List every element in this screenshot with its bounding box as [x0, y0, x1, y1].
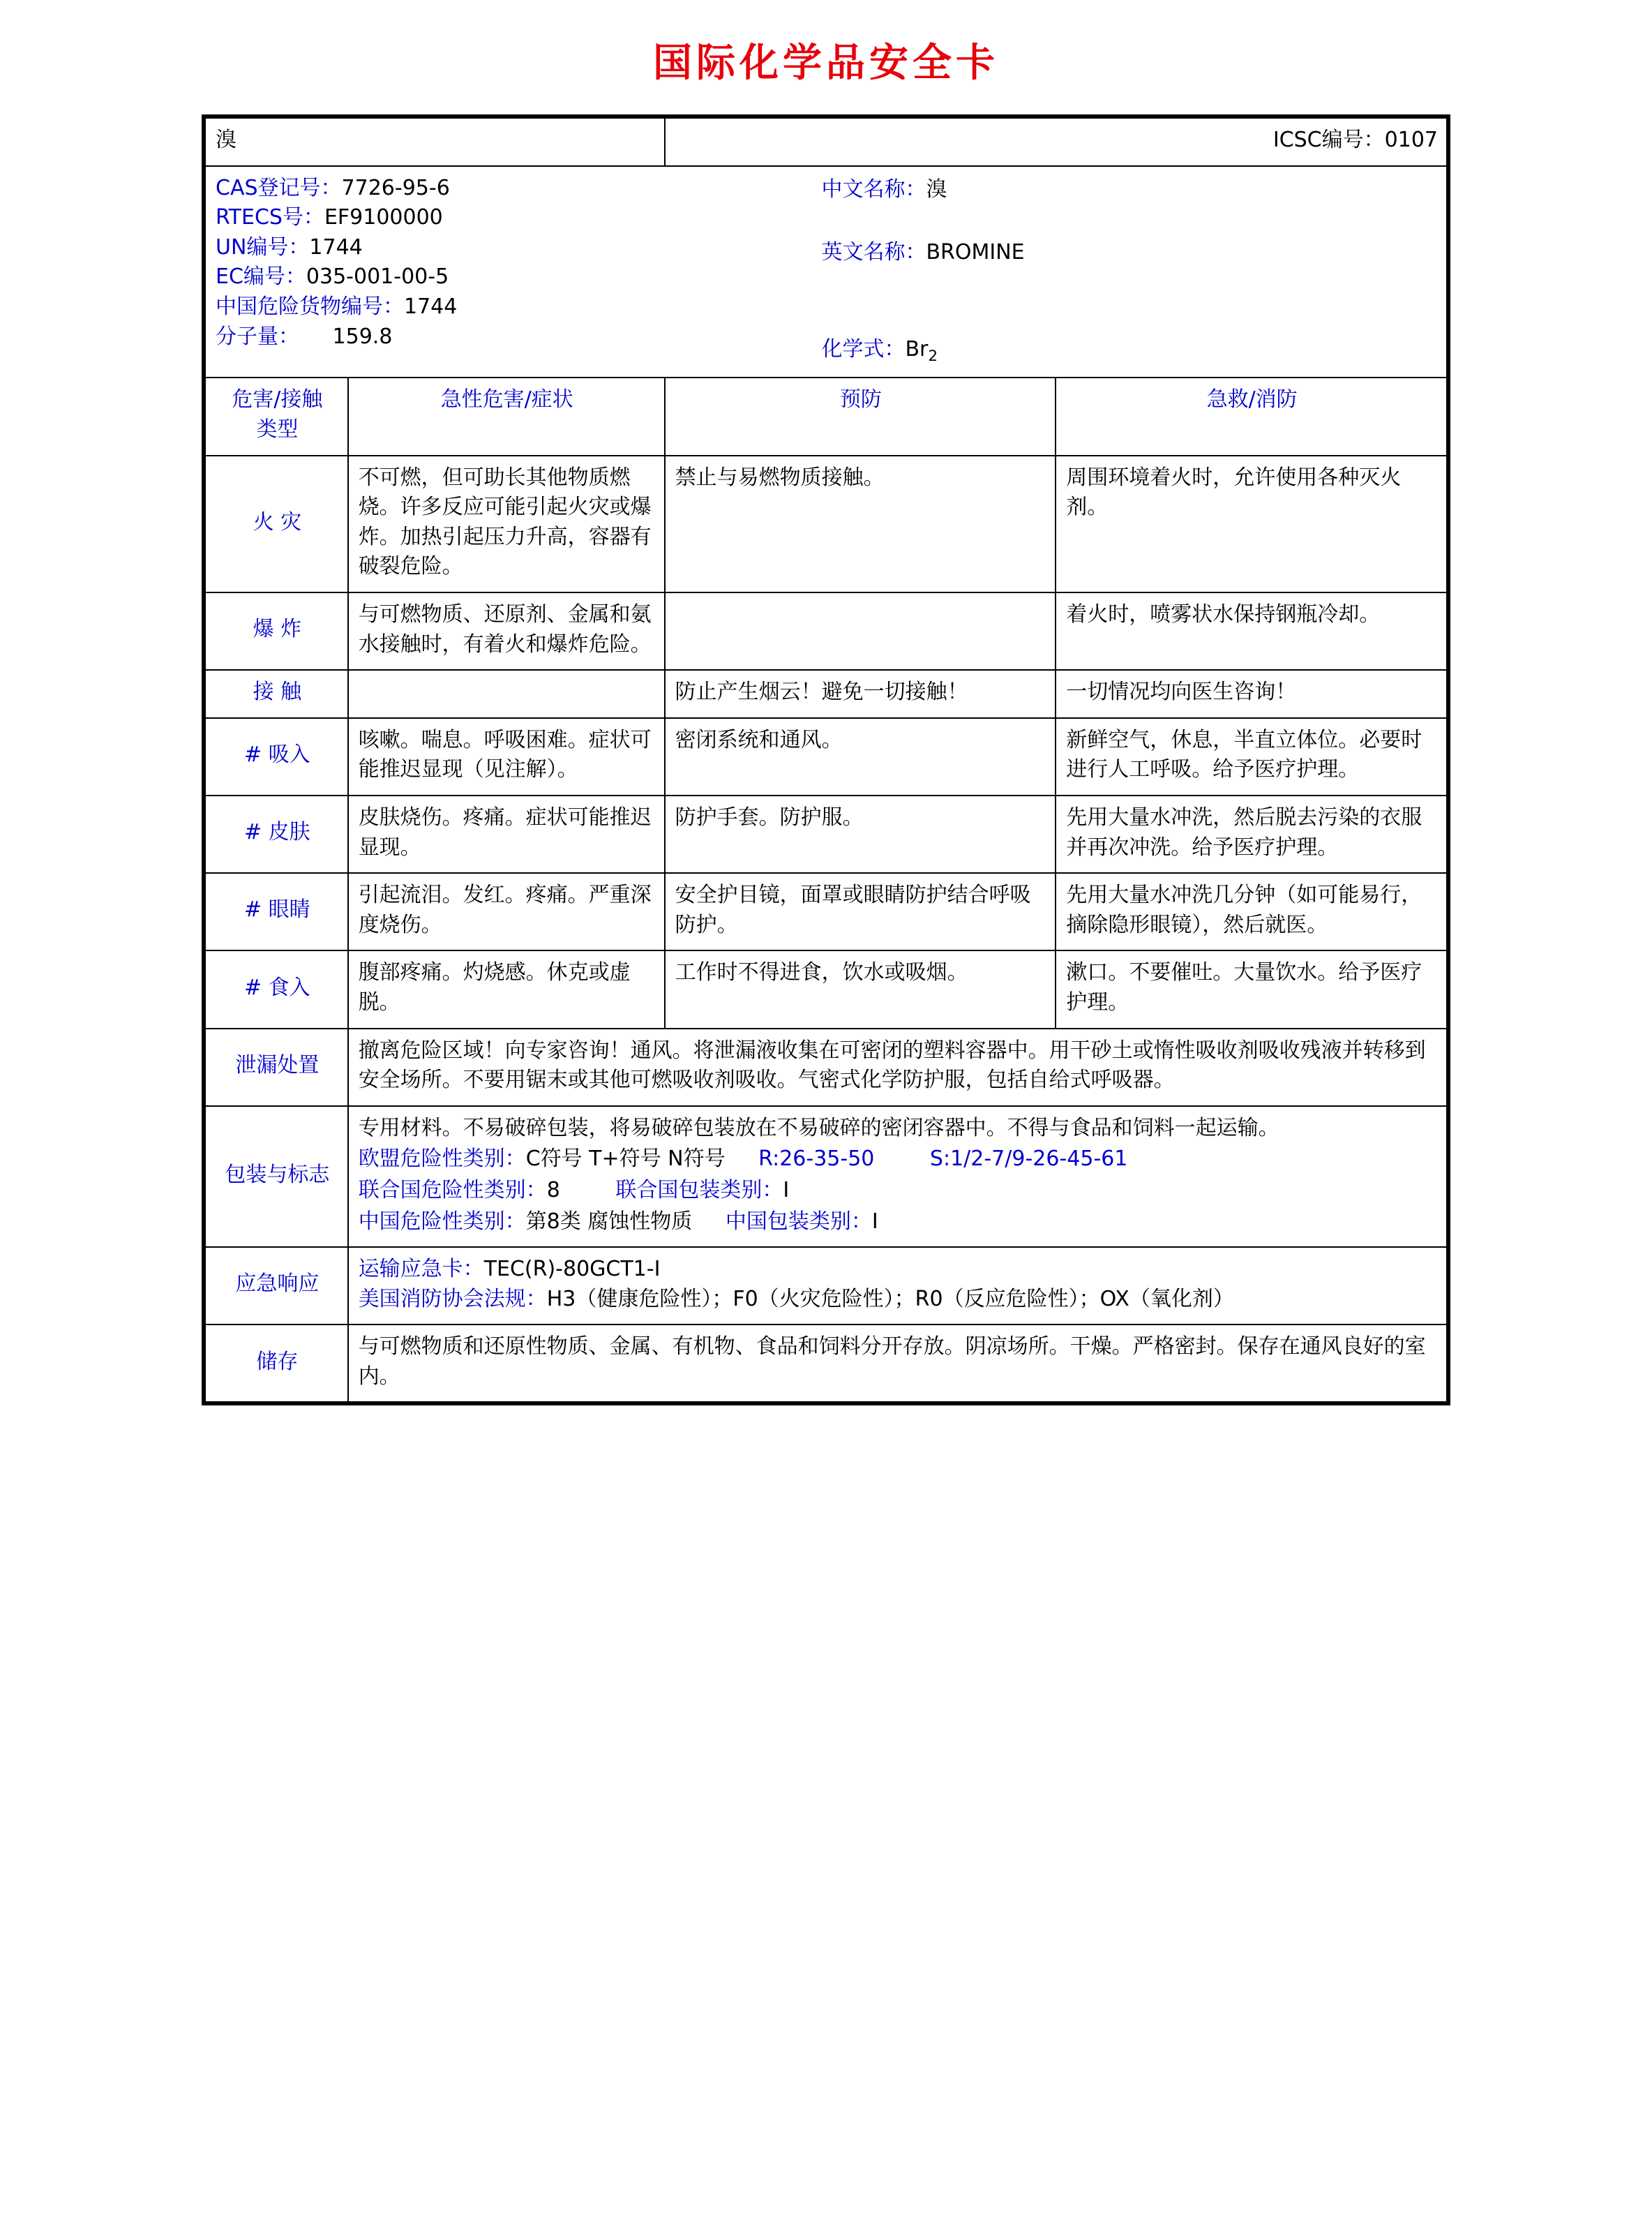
row-label-eyes: # 眼睛: [205, 873, 348, 950]
inhalation-acute: 咳嗽。喘息。呼吸困难。症状可能推迟显现（见注解）。: [348, 718, 665, 796]
page-title: 国际化学品安全卡: [653, 40, 999, 86]
packaging-cell: [348, 1106, 1447, 1247]
packaging-un-pack-value: I: [783, 1177, 790, 1202]
row-label-ingestion: # 食入: [205, 950, 348, 1028]
chinese-name-line: [821, 174, 1438, 205]
table-row-fire: [205, 456, 1447, 592]
packaging-cn-hazard-value: 第8类 腐蚀性物质: [525, 1209, 693, 1234]
fire-acute: 不可燃，但可助长其他物质燃烧。许多反应可能引起火灾或爆炸。加热引起压力升高，容器有破裂危险。: [348, 456, 665, 592]
card-header-row: [205, 118, 1447, 166]
fire-firstaid: 周围环境着火时，允许使用各种灭火剂。: [1056, 456, 1447, 592]
ingestion-prevention: 工作时不得进食，饮水或吸烟。: [665, 950, 1056, 1028]
skin-acute: 皮肤烧伤。疼痛。症状可能推迟显现。: [348, 796, 665, 873]
un-value: 1744: [309, 234, 363, 260]
ec-line: [216, 262, 814, 292]
un-line: [216, 233, 814, 263]
molecular-weight-value: 159.8: [332, 324, 393, 349]
row-label-explosion: 爆 炸: [205, 592, 348, 670]
icsc-number-label: ICSC编号：: [1272, 128, 1385, 152]
packaging-eu-value: C符号 T+符号 N符号: [525, 1147, 726, 1172]
ingestion-acute: 腹部疼痛。灼烧感。休克或虚脱。: [348, 950, 665, 1028]
cas-label: CAS登记号：: [216, 175, 342, 200]
table-row-explosion: [205, 592, 1447, 670]
china-dg-line: [216, 292, 814, 322]
icsc-card: [202, 114, 1450, 1405]
substance-name: 溴: [205, 118, 665, 166]
col-acute-hazards: 急性危害/症状: [348, 378, 665, 455]
row-label-packaging: 包装与标志: [205, 1106, 348, 1247]
icsc-number-value: 0107: [1384, 128, 1438, 152]
emergency-nfpa-label: 美国消防协会法规：: [358, 1286, 547, 1311]
table-row-ingestion: [205, 950, 1447, 1028]
packaging-un-line: [359, 1176, 1438, 1206]
emergency-nfpa-value: H3（健康危险性）；F0（火灾危险性）；R0（反应危险性）；OX（氧化剂）: [546, 1286, 1234, 1311]
molecular-weight-line: [216, 322, 814, 352]
un-label: UN编号：: [216, 234, 310, 260]
molecular-weight-label: 分子量：: [216, 324, 299, 349]
cas-value: 7726-95-6: [341, 175, 450, 200]
packaging-un-hazard-label: 联合国危险性类别：: [358, 1177, 547, 1202]
formula-subscript: 2: [928, 347, 938, 365]
fire-prevention: 禁止与易燃物质接触。: [665, 456, 1056, 592]
table-row-eyes: [205, 873, 1447, 950]
packaging-cn-pack-label: 中国包装类别：: [725, 1209, 872, 1234]
spill-text: 撤离危险区域！向专家咨询！通风。将泄漏液收集在可密闭的塑料容器中。用干砂土或惰性吸收剂吸收残液并转移到安全场所。不要用锯末或其他可燃吸收剂吸收。气密式化学防护服，包括自给式呼吸器。: [348, 1029, 1447, 1106]
identification-row: [205, 166, 1447, 378]
packaging-cn-hazard-label: 中国危险性类别：: [358, 1209, 526, 1234]
explosion-acute: 与可燃物质、还原剂、金属和氨水接触时，有着火和爆炸危险。: [348, 592, 665, 670]
packaging-eu-r: R:26-35-50: [758, 1147, 875, 1172]
row-label-spill: 泄漏处置: [205, 1029, 348, 1106]
col-first-aid: 急救/消防: [1056, 378, 1447, 455]
table-row-spill: [205, 1029, 1447, 1106]
col-hazard-type-line2: 类型: [256, 417, 299, 442]
packaging-eu-line: [359, 1144, 1438, 1174]
ec-value: 035-001-00-5: [306, 264, 449, 290]
emergency-cell: [348, 1247, 1447, 1324]
cas-line: [216, 174, 814, 204]
packaging-un-hazard-value: 8: [546, 1177, 560, 1202]
emergency-transport-label: 运输应急卡：: [358, 1257, 484, 1282]
col-prevention: 预防: [665, 378, 1056, 455]
eyes-prevention: 安全护目镜，面罩或眼睛防护结合呼吸防护。: [665, 873, 1056, 950]
row-label-fire: 火 灾: [205, 456, 348, 592]
column-header-row: [205, 378, 1447, 455]
row-label-exposure: 接 触: [205, 670, 348, 718]
exposure-acute: [348, 670, 665, 718]
formula-line: [821, 268, 1438, 368]
icsc-number-cell: [665, 118, 1447, 166]
col-hazard-type: [205, 378, 348, 455]
chinese-name-value: 溴: [926, 177, 947, 202]
exposure-prevention: 防止产生烟云！避免一切接触！: [665, 670, 1056, 718]
english-name-line: [821, 204, 1438, 268]
english-name-label: 英文名称：: [821, 240, 926, 265]
table-row-inhalation: [205, 718, 1447, 796]
table-row-storage: [205, 1324, 1447, 1402]
packaging-eu-s: S:1/2-7/9-26-45-61: [929, 1147, 1128, 1172]
rtecs-value: EF9100000: [324, 205, 443, 230]
eyes-firstaid: 先用大量水冲洗几分钟（如可能易行，摘除隐形眼镜），然后就医。: [1056, 873, 1447, 950]
identification-cell: [205, 166, 1447, 378]
formula-value: Br: [905, 336, 929, 361]
packaging-cn-line: [359, 1207, 1438, 1237]
inhalation-firstaid: 新鲜空气，休息，半直立体位。必要时进行人工呼吸。给予医疗护理。: [1056, 718, 1447, 796]
skin-prevention: 防护手套。防护服。: [665, 796, 1056, 873]
row-label-inhalation: # 吸入: [205, 718, 348, 796]
formula-label: 化学式：: [821, 336, 906, 361]
china-dg-value: 1744: [404, 294, 458, 319]
packaging-cn-pack-value: I: [871, 1209, 878, 1234]
inhalation-prevention: 密闭系统和通风。: [665, 718, 1056, 796]
explosion-firstaid: 着火时，喷雾状水保持钢瓶冷却。: [1056, 592, 1447, 670]
table-row-emergency: [205, 1247, 1447, 1324]
explosion-prevention: [665, 592, 1056, 670]
exposure-firstaid: 一切情况均向医生咨询！: [1056, 670, 1447, 718]
emergency-transport-value: TEC(R)-80GCT1-I: [483, 1257, 661, 1282]
emergency-transport-line: [359, 1255, 1438, 1285]
identification-right: [814, 174, 1438, 368]
table-row-exposure: [205, 670, 1447, 718]
rtecs-line: [216, 203, 814, 233]
packaging-eu-label: 欧盟危险性类别：: [358, 1147, 526, 1172]
rtecs-label: RTECS号：: [216, 205, 324, 230]
english-name-value: BROMINE: [926, 240, 1025, 265]
ec-label: EC编号：: [216, 264, 306, 290]
eyes-acute: 引起流泪。发红。疼痛。严重深度烧伤。: [348, 873, 665, 950]
identification-left: [216, 174, 814, 368]
table-row-packaging: [205, 1106, 1447, 1247]
skin-firstaid: 先用大量水冲洗，然后脱去污染的衣服并再次冲洗。给予医疗护理。: [1056, 796, 1447, 873]
packaging-line1: 专用材料。不易破碎包装，将易破碎包装放在不易破碎的密闭容器中。不得与食品和饲料一起运输。: [358, 1115, 1279, 1140]
packaging-un-pack-label: 联合国包装类别：: [615, 1177, 783, 1202]
ingestion-firstaid: 漱口。不要催吐。大量饮水。给予医疗护理。: [1056, 950, 1447, 1028]
table-row-skin: [205, 796, 1447, 873]
row-label-storage: 储存: [205, 1324, 348, 1402]
emergency-nfpa-line: [359, 1285, 1438, 1315]
chinese-name-label: 中文名称：: [821, 177, 926, 202]
row-label-skin: # 皮肤: [205, 796, 348, 873]
china-dg-label: 中国危险货物编号：: [216, 294, 404, 319]
row-label-emergency: 应急响应: [205, 1247, 348, 1324]
storage-text: 与可燃物质和还原性物质、金属、有机物、食品和饲料分开存放。阴凉场所。干燥。严格密封。保存在通风良好的室内。: [348, 1324, 1447, 1402]
icsc-table: [204, 117, 1448, 1403]
col-hazard-type-line1: 危害/接触: [232, 387, 323, 412]
